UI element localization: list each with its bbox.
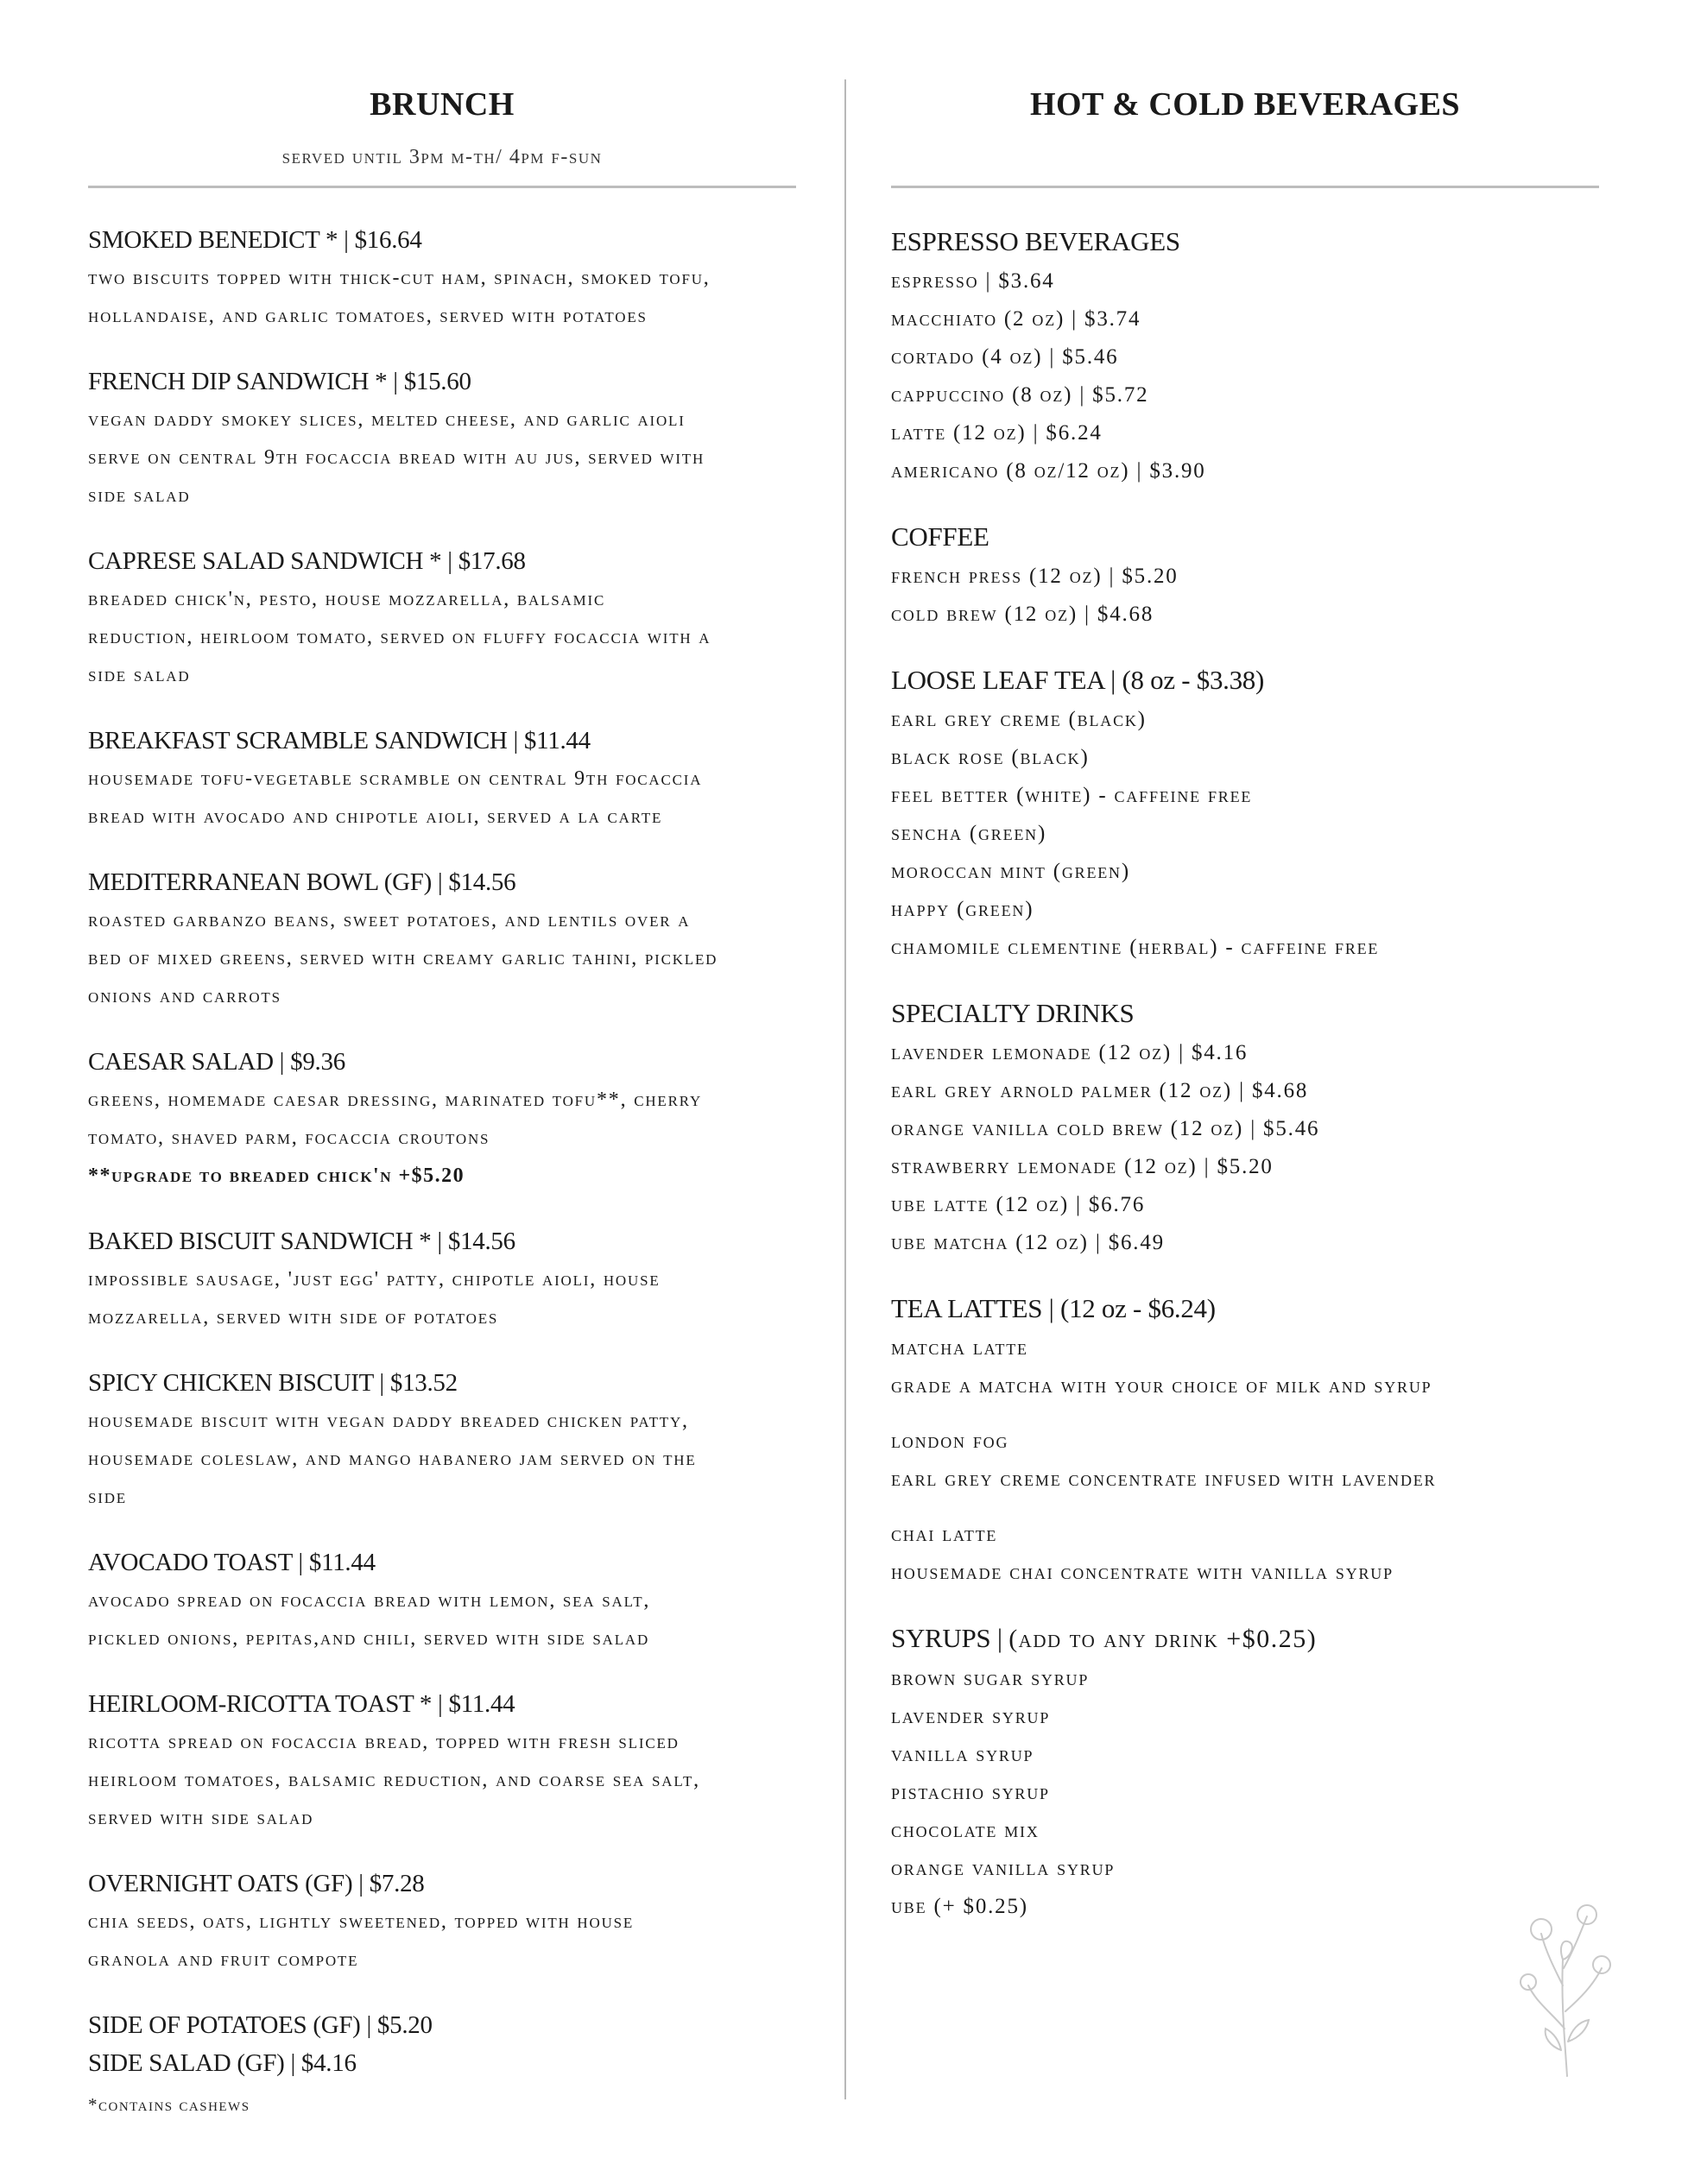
menu-item-title: SPICY CHICKEN BISCUIT | $13.52 [88, 1369, 458, 1397]
menu-item [88, 1364, 796, 1516]
section-title [891, 1618, 1599, 1660]
brunch-items [88, 221, 796, 2082]
beverage-line: chai latte [891, 1523, 998, 1546]
column-divider [844, 79, 846, 2099]
menu-item-desc: impossible sausage, 'just egg' patty, chipotle aioli, house [88, 1268, 661, 1291]
menu-item-title: CAPRESE SALAD SANDWICH * | $17.68 [88, 547, 526, 575]
menu-item [88, 363, 796, 514]
section-title: LOOSE LEAF TEA | (8 oz - $3.38) [891, 665, 1265, 695]
beverage-line: latte (12 oz) | $6.24 [891, 421, 1103, 445]
menu-item-desc: side salad [88, 484, 191, 507]
beverage-line: lavender syrup [891, 1705, 1051, 1728]
menu-item-title: MEDITERRANEAN BOWL (GF) | $14.56 [88, 868, 516, 896]
beverage-line: moroccan mint (green) [891, 860, 1130, 883]
beverage-line: sencha (green) [891, 822, 1047, 845]
menu-item-desc: hollandaise, and garlic tomatoes, served with potatoes [88, 305, 648, 327]
beverage-line: matcha latte [891, 1336, 1028, 1360]
tea-lattes-section [891, 1288, 1599, 1592]
beverage-line: french press (12 oz) | $5.20 [891, 565, 1179, 588]
menu-item [88, 1222, 796, 1336]
brunch-title: BRUNCH [370, 86, 515, 123]
menu-item [88, 1043, 796, 1195]
menu-item [88, 221, 796, 335]
specialty-section [891, 993, 1599, 1262]
floral-illustration-icon [1511, 1899, 1623, 2080]
menu-item [88, 863, 796, 1015]
menu-item-desc: bed of mixed greens, served with creamy garlic tahini, pickled [88, 947, 718, 969]
menu-item-desc: breaded chick'n, pesto, house mozzarella, balsamic [88, 588, 606, 610]
beverage-line: cappuccino (8 oz) | $5.72 [891, 383, 1149, 407]
section-title: ESPRESSO BEVERAGES [891, 226, 1180, 256]
menu-item-desc: side salad [88, 664, 191, 686]
menu-item-desc: served with side salad [88, 1807, 314, 1829]
beverage-line: chamomile clementine (herbal) - caffeine free [891, 936, 1380, 959]
beverage-line: strawberry lemonade (12 oz) | $5.20 [891, 1155, 1274, 1178]
section-title: SPECIALTY DRINKS [891, 998, 1135, 1028]
beverage-line: london fog [891, 1430, 1009, 1453]
menu-item-desc: greens, homemade caesar dressing, marinated tofu**, cherry [88, 1089, 703, 1111]
beverage-line: ube latte (12 oz) | $6.76 [891, 1193, 1146, 1216]
menu-item-title: BAKED BISCUIT SANDWICH * | $14.56 [88, 1228, 515, 1255]
menu-item-desc: serve on central 9th focaccia bread with au jus, served with [88, 446, 705, 469]
beverage-line: happy (green) [891, 898, 1034, 921]
beverage-line: americano (8 oz/12 oz) | $3.90 [891, 459, 1206, 483]
menu-item-title: BREAKFAST SCRAMBLE SANDWICH | $11.44 [88, 727, 591, 754]
beverage-sections [891, 221, 1599, 1926]
menu-item-desc: housemade biscuit with vegan daddy breaded chicken patty, [88, 1410, 689, 1432]
side-item: SIDE SALAD (GF) | $4.16 [88, 2049, 357, 2077]
menu-item [88, 1865, 796, 1979]
beverage-line: lavender lemonade (12 oz) | $4.16 [891, 1041, 1249, 1064]
menu-item-desc: bread with avocado and chipotle aioli, served a la carte [88, 805, 663, 828]
menu-item-desc: reduction, heirloom tomato, served on fluffy focaccia with a [88, 626, 711, 648]
espresso-section [891, 221, 1599, 490]
beverage-line: feel better (white) - caffeine free [891, 784, 1253, 807]
beverages-column [891, 82, 1599, 1926]
menu-item-desc: ricotta spread on focaccia bread, topped with fresh sliced [88, 1731, 680, 1753]
syrups-note: (add to any drink +$0.25) [1008, 1625, 1318, 1653]
menu-item-desc: avocado spread on focaccia bread with lemon, sea salt, [88, 1589, 651, 1612]
beverage-desc: earl grey creme concentrate infused with lavender [891, 1468, 1437, 1491]
menu-item-title: OVERNIGHT OATS (GF) | $7.28 [88, 1870, 425, 1897]
beverage-line: black rose (black) [891, 746, 1090, 769]
menu-item-desc: two biscuits topped with thick-cut ham, spinach, smoked tofu, [88, 267, 711, 289]
beverage-line: vanilla syrup [891, 1743, 1034, 1766]
footnote: *contains cashews [88, 2094, 250, 2115]
brunch-rule [88, 186, 796, 188]
beverage-line: orange vanilla syrup [891, 1857, 1116, 1880]
sides [88, 2006, 796, 2082]
beverage-desc: housemade chai concentrate with vanilla syrup [891, 1561, 1394, 1584]
side-item: SIDE OF POTATOES (GF) | $5.20 [88, 2011, 433, 2039]
menu-item-desc: roasted garbanzo beans, sweet potatoes, and lentils over a [88, 909, 691, 931]
section-title: COFFEE [891, 521, 989, 552]
beverage-line: cold brew (12 oz) | $4.68 [891, 603, 1154, 626]
menu-item-desc: pickled onions, pepitas,and chili, served with side salad [88, 1627, 650, 1650]
menu-item-desc: mozzarella, served with side of potatoes [88, 1306, 499, 1329]
menu-item [88, 1543, 796, 1657]
menu-item-desc: side [88, 1486, 127, 1508]
beverage-line: earl grey creme (black) [891, 708, 1147, 731]
menu-item [88, 1685, 796, 1837]
menu-item-desc: granola and fruit compote [88, 1948, 359, 1971]
beverage-desc: grade a matcha with your choice of milk and syrup [891, 1374, 1432, 1398]
menu-item [88, 722, 796, 836]
beverage-line: chocolate mix [891, 1819, 1040, 1842]
beverage-line: pistachio syrup [891, 1781, 1050, 1804]
menu-item-title: FRENCH DIP SANDWICH * | $15.60 [88, 368, 471, 395]
beverage-line: earl grey arnold palmer (12 oz) | $4.68 [891, 1079, 1309, 1102]
beverage-line: macchiato (2 oz) | $3.74 [891, 307, 1141, 331]
menu-item-desc: chia seeds, oats, lightly sweetened, topped with house [88, 1910, 635, 1933]
beverage-line: ube (+ $0.25) [891, 1895, 1028, 1918]
menu-item [88, 542, 796, 694]
brunch-column [88, 82, 796, 2082]
menu-item-title: SMOKED BENEDICT * | $16.64 [88, 226, 422, 254]
menu-item-desc: tomato, shaved parm, focaccia croutons [88, 1127, 490, 1149]
menu-item-desc: heirloom tomatoes, balsamic reduction, and coarse sea salt, [88, 1769, 700, 1791]
beverage-line: brown sugar syrup [891, 1667, 1090, 1690]
menu-item-title: AVOCADO TOAST | $11.44 [88, 1549, 376, 1576]
menu-item-desc: housemade coleslaw, and mango habanero jam served on the [88, 1448, 697, 1470]
beverages-rule [891, 186, 1599, 188]
section-title: TEA LATTES | (12 oz - $6.24) [891, 1293, 1216, 1323]
menu-item-desc: onions and carrots [88, 985, 281, 1007]
menu-item-title: HEIRLOOM-RICOTTA TOAST * | $11.44 [88, 1690, 515, 1718]
beverage-line: espresso | $3.64 [891, 269, 1055, 293]
upgrade-note: **upgrade to breaded chick'n +$5.20 [88, 1165, 465, 1187]
tea-section [891, 660, 1599, 967]
syrups-title: SYRUPS | [891, 1623, 1002, 1653]
beverage-line: ube matcha (12 oz) | $6.49 [891, 1231, 1165, 1254]
menu-item-desc: vegan daddy smokey slices, melted cheese, and garlic aioli [88, 408, 686, 431]
beverage-line: cortado (4 oz) | $5.46 [891, 345, 1119, 369]
beverage-line: orange vanilla cold brew (12 oz) | $5.46 [891, 1117, 1320, 1140]
brunch-subtitle: served until 3pm m-th/ 4pm f-sun [281, 146, 603, 168]
menu-item-desc: housemade tofu-vegetable scramble on central 9th focaccia [88, 767, 703, 790]
beverages-title: HOT & COLD BEVERAGES [1029, 86, 1461, 123]
menu-item-title: CAESAR SALAD | $9.36 [88, 1048, 345, 1076]
coffee-section [891, 516, 1599, 634]
syrups-section [891, 1618, 1599, 1926]
